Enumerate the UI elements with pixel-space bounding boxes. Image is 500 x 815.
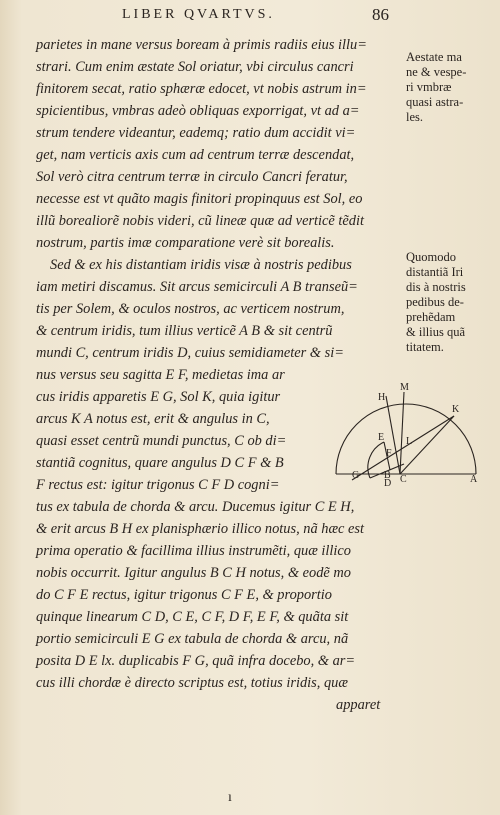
catchword: apparet <box>336 697 381 713</box>
text-line: portio semicirculi E G ex tabula de chorda & arcu, nã <box>36 631 349 647</box>
label-l: L <box>406 436 413 447</box>
text-line: arcus K A notus est, erit & angulus in C, <box>36 411 270 427</box>
text-line: tus ex tabula de chorda & arcu. Ducemus igitur C E H, <box>36 499 355 515</box>
note-line: Aestate ma <box>406 50 462 64</box>
running-header <box>0 5 500 27</box>
text-line: necesse est vt quãto magis finitori propinquus est Sol, eo <box>36 191 363 207</box>
text-line: quinque linearum C D, C E, C F, D F, E F, & quãta sit <box>36 609 349 625</box>
footer-mark: ı <box>228 790 232 805</box>
text-line: posita D E lx. duplicabis F G, quã infra docebo, & ar= <box>36 653 356 669</box>
note-line: ne & vespe- <box>406 65 467 79</box>
label-b: B <box>384 470 391 481</box>
text-line: strari. Cum enim æstate Sol oriatur, vbi circulus cancri <box>36 59 354 75</box>
label-f: F <box>386 448 392 459</box>
text-line: mundi C, centrum iridis D, cuius semidiameter & si= <box>36 345 344 361</box>
text-line: nobis occurrit. Igitur angulus B C H notus, & eodẽ mo <box>36 565 351 581</box>
text-line: F rectus est: igitur trigonus C F D cogni= <box>36 477 280 493</box>
note-line: distantiã Iri <box>406 265 464 279</box>
label-k: K <box>452 404 460 415</box>
note-line: prehẽdam <box>406 310 456 324</box>
note-line: pedibus de- <box>406 295 464 309</box>
text-line: stantiã cognitus, quare angulus D C F & B <box>36 455 284 471</box>
text-line: & centrum iridis, tum illius verticẽ A B & sit centrũ <box>36 323 333 339</box>
label-d: D <box>384 478 392 486</box>
label-m: M <box>400 382 409 393</box>
text-line: cus illi chordæ è directo scriptus est, totius iridis, quæ <box>36 675 348 691</box>
text-line: finitorem secat, ratio sphæræ edocet, vt nobis astrum in= <box>36 81 367 97</box>
text-line: iam metiri discamus. Sit arcus semicirculi A B transeũ= <box>36 279 358 295</box>
running-title: LIBER QVARTVS. <box>122 7 275 22</box>
text-line: get, nam verticis axis cum ad centrum terræ descendat, <box>36 147 355 163</box>
text-line: Sed & ex his distantiam iridis visæ à nostris pedibus <box>50 257 352 273</box>
note-line: dis à nostris <box>406 280 466 294</box>
text-line: strum tendere videantur, eademq; ratio dum accidit vi= <box>36 125 356 141</box>
text-line: quasi esset centrũ mundi punctus, C ob di= <box>36 433 287 449</box>
note-line: titatem. <box>406 340 444 354</box>
text-line: spicientibus, vmbras adeò obliquas exporrigat, vt ad a= <box>36 103 360 119</box>
text-line: cus iridis apparetis E G, Sol K, quia igitur <box>36 389 281 405</box>
text-line: Sol verò citra centrum terræ in circulo Cancri feratur, <box>36 169 348 185</box>
text-line: prima operatio & facillima illius instrumẽti, quæ illico <box>36 543 351 559</box>
text-line: do C F E rectus, igitur trigonus C F E, & proportio <box>36 587 332 603</box>
label-c: C <box>400 474 407 485</box>
label-h: H <box>378 392 386 403</box>
label-e: E <box>378 432 385 443</box>
label-a: A <box>470 474 478 485</box>
note-line: Quomodo <box>406 250 456 264</box>
text-line: nostrum, partis imæ comparatione verè sit borealis. <box>36 235 335 251</box>
text-line: tis per Solem, & oculos nostros, ac verticem nostrum, <box>36 301 345 317</box>
rainbow-arc <box>368 442 384 478</box>
label-g: G <box>352 470 360 481</box>
rainbow-diagram <box>330 378 482 486</box>
text-line: illũ borealiorẽ nobis videri, cũ lineæ quæ ad verticẽ tẽdit <box>36 213 364 229</box>
text-line: & erit arcus B H ex planisphærio illico notus, nã hæc est <box>36 521 365 537</box>
text-line: nus versus seu sagitta E F, medietas ima ar <box>36 367 285 383</box>
page-number: 86 <box>372 5 389 24</box>
note-line: quasi astra- <box>406 95 464 109</box>
note-line: & illius quã <box>406 325 466 339</box>
text-line: parietes in mane versus boream à primis radiis eius illu= <box>36 37 367 53</box>
note-line: ri vmbræ <box>406 80 452 94</box>
note-line: les. <box>406 110 424 124</box>
